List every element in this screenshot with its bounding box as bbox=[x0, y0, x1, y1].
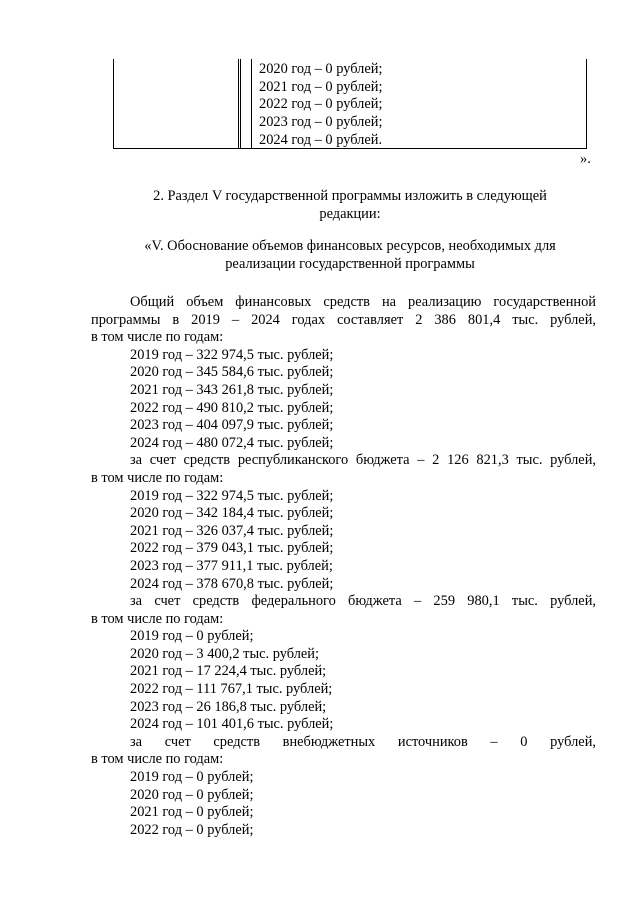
list-item: 2021 год – 17 224,4 тыс. рублей; bbox=[130, 663, 327, 680]
list-item: 2023 год – 404 097,9 тыс. рублей; bbox=[130, 417, 334, 434]
list-item: 2021 год – 343 261,8 тыс. рублей; bbox=[130, 381, 334, 398]
budget-table-fragment bbox=[113, 59, 587, 149]
paragraph-line: в том числе по годам: bbox=[91, 329, 224, 346]
list-item: 2020 год – 0 рублей; bbox=[130, 786, 254, 803]
list-item: 2022 год – 490 810,2 тыс. рублей; bbox=[130, 399, 334, 416]
list-item: 2023 год – 26 186,8 тыс. рублей; bbox=[130, 698, 327, 715]
section-body bbox=[91, 294, 596, 839]
paragraph-line: в том числе по годам: bbox=[91, 469, 224, 486]
table-row: 2021 год – 0 рублей; bbox=[259, 78, 383, 95]
table-cell-spacer bbox=[240, 59, 252, 148]
paragraph-line: за счет средств федерального бюджета – 259 980,1 тыс. рублей, bbox=[130, 593, 596, 610]
table-row: 2020 год – 0 рублей; bbox=[259, 61, 383, 77]
item-2-heading bbox=[60, 187, 640, 223]
list-item: 2022 год – 111 767,1 тыс. рублей; bbox=[130, 681, 333, 698]
table-cell-empty bbox=[114, 59, 239, 148]
paragraph-line: за счет средств республиканского бюджета – 2 126 821,3 тыс. рублей, bbox=[130, 452, 596, 469]
paragraph-line: Общий объем финансовых средств на реализацию государственной bbox=[130, 294, 596, 310]
paragraph-line: в том числе по годам: bbox=[91, 610, 224, 627]
table-row: 2022 год – 0 рублей; bbox=[259, 96, 383, 113]
section-title-line: «V. Обоснование объемов финансовых ресурсов, необходимых для bbox=[144, 238, 556, 254]
table-row: 2024 год – 0 рублей. bbox=[259, 131, 383, 148]
list-item: 2024 год – 378 670,8 тыс. рублей; bbox=[130, 575, 334, 592]
list-item: 2021 год – 326 037,4 тыс. рублей; bbox=[130, 522, 334, 539]
list-item: 2019 год – 322 974,5 тыс. рублей; bbox=[130, 346, 334, 363]
list-item: 2022 год – 379 043,1 тыс. рублей; bbox=[130, 540, 334, 557]
table-row: 2023 год – 0 рублей; bbox=[259, 114, 383, 131]
list-item: 2020 год – 345 584,6 тыс. рублей; bbox=[130, 364, 334, 381]
quote-end: ». bbox=[580, 151, 591, 167]
section-title-line: реализации государственной программы bbox=[225, 256, 475, 272]
item-2-line: редакции: bbox=[319, 206, 381, 222]
list-item: 2019 год – 0 рублей; bbox=[130, 769, 254, 786]
table-cell-years bbox=[259, 61, 582, 150]
list-item: 2024 год – 480 072,4 тыс. рублей; bbox=[130, 434, 334, 451]
section-title bbox=[60, 237, 640, 273]
list-item: 2020 год – 342 184,4 тыс. рублей; bbox=[130, 505, 334, 522]
paragraph-line: за счет средств внебюджетных источников – 0 рублей, bbox=[130, 733, 596, 750]
paragraph-line: программы в 2019 – 2024 годах составляет 2 386 801,4 тыс. рублей, bbox=[91, 311, 596, 328]
list-item: 2024 год – 101 401,6 тыс. рублей; bbox=[130, 716, 334, 733]
list-item: 2023 год – 377 911,1 тыс. рублей; bbox=[130, 557, 333, 574]
paragraph-line: в том числе по годам: bbox=[91, 751, 224, 768]
item-2-line: 2. Раздел V государственной программы изложить в следующей bbox=[153, 188, 547, 204]
list-item: 2021 год – 0 рублей; bbox=[130, 804, 254, 821]
list-item: 2019 год – 0 рублей; bbox=[130, 628, 254, 645]
list-item: 2020 год – 3 400,2 тыс. рублей; bbox=[130, 645, 319, 662]
list-item: 2019 год – 322 974,5 тыс. рублей; bbox=[130, 487, 334, 504]
list-item: 2022 год – 0 рублей; bbox=[130, 821, 254, 838]
